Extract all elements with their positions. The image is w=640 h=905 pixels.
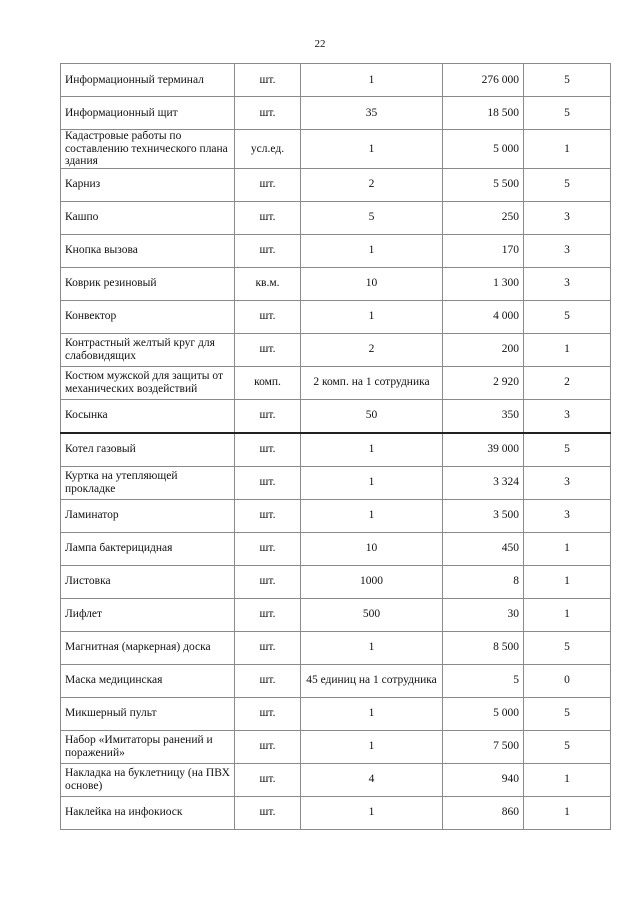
item-years-cell: 3	[524, 499, 611, 532]
item-years-cell: 3	[524, 399, 611, 433]
item-name-cell: Котел газовый	[61, 433, 235, 467]
item-unit-cell: шт.	[235, 300, 301, 333]
item-name-cell: Лифлет	[61, 598, 235, 631]
item-years-cell: 3	[524, 234, 611, 267]
item-unit-cell: шт.	[235, 433, 301, 467]
item-price-cell: 5 500	[443, 168, 524, 201]
item-name-cell: Костюм мужской для защиты от механических воздействий	[61, 366, 235, 399]
item-price-cell: 39 000	[443, 433, 524, 467]
table-row	[61, 598, 611, 631]
item-quantity-cell: 500	[301, 598, 443, 631]
item-quantity-cell: 2	[301, 333, 443, 366]
item-unit-cell: шт.	[235, 565, 301, 598]
item-unit-cell: шт.	[235, 697, 301, 730]
item-unit-cell: шт.	[235, 64, 301, 97]
item-years-cell: 5	[524, 300, 611, 333]
table-row	[61, 366, 611, 399]
item-price-cell: 1 300	[443, 267, 524, 300]
table-row	[61, 168, 611, 201]
item-quantity-cell: 1	[301, 796, 443, 829]
item-name-cell: Ламинатор	[61, 499, 235, 532]
item-years-cell: 3	[524, 267, 611, 300]
item-name-cell: Кнопка вызова	[61, 234, 235, 267]
item-years-cell: 5	[524, 97, 611, 130]
item-years-cell: 5	[524, 697, 611, 730]
item-years-cell: 0	[524, 664, 611, 697]
table-row	[61, 763, 611, 796]
item-name-cell: Лампа бактерицидная	[61, 532, 235, 565]
item-years-cell: 3	[524, 466, 611, 499]
item-quantity-cell: 2	[301, 168, 443, 201]
item-years-cell: 5	[524, 730, 611, 763]
item-price-cell: 5 000	[443, 130, 524, 169]
table-row	[61, 399, 611, 433]
table-row	[61, 664, 611, 697]
item-quantity-cell: 1	[301, 730, 443, 763]
table-row	[61, 466, 611, 499]
table-row	[61, 267, 611, 300]
table-row	[61, 300, 611, 333]
item-name-cell: Коврик резиновый	[61, 267, 235, 300]
item-unit-cell: шт.	[235, 499, 301, 532]
item-price-cell: 7 500	[443, 730, 524, 763]
item-years-cell: 3	[524, 201, 611, 234]
item-name-cell: Куртка на утепляющей прокладке	[61, 466, 235, 499]
table-row	[61, 565, 611, 598]
table-row	[61, 499, 611, 532]
item-quantity-cell: 4	[301, 763, 443, 796]
item-unit-cell: шт.	[235, 598, 301, 631]
table-row	[61, 433, 611, 467]
item-unit-cell: шт.	[235, 399, 301, 433]
item-price-cell: 4 000	[443, 300, 524, 333]
item-price-cell: 30	[443, 598, 524, 631]
item-years-cell: 1	[524, 333, 611, 366]
item-unit-cell: шт.	[235, 631, 301, 664]
item-unit-cell: комп.	[235, 366, 301, 399]
item-unit-cell: кв.м.	[235, 267, 301, 300]
table-row	[61, 130, 611, 169]
item-quantity-cell: 1	[301, 130, 443, 169]
item-years-cell: 2	[524, 366, 611, 399]
item-name-cell: Маска медицинская	[61, 664, 235, 697]
table-row	[61, 64, 611, 97]
item-quantity-cell: 1	[301, 234, 443, 267]
item-unit-cell: шт.	[235, 532, 301, 565]
page-number: 22	[314, 38, 326, 50]
items-table	[60, 63, 611, 830]
item-price-cell: 250	[443, 201, 524, 234]
item-name-cell: Набор «Имитаторы ранений и поражений»	[61, 730, 235, 763]
item-name-cell: Косынка	[61, 399, 235, 433]
item-price-cell: 350	[443, 399, 524, 433]
table-row	[61, 697, 611, 730]
item-unit-cell: шт.	[235, 466, 301, 499]
item-price-cell: 3 324	[443, 466, 524, 499]
item-name-cell: Кашпо	[61, 201, 235, 234]
item-unit-cell: усл.ед.	[235, 130, 301, 169]
item-price-cell: 276 000	[443, 64, 524, 97]
item-quantity-cell: 10	[301, 267, 443, 300]
item-unit-cell: шт.	[235, 796, 301, 829]
item-price-cell: 18 500	[443, 97, 524, 130]
item-years-cell: 5	[524, 64, 611, 97]
item-years-cell: 1	[524, 598, 611, 631]
item-name-cell: Информационный терминал	[61, 64, 235, 97]
item-quantity-cell: 1	[301, 697, 443, 730]
item-years-cell: 1	[524, 565, 611, 598]
item-price-cell: 2 920	[443, 366, 524, 399]
table-row	[61, 631, 611, 664]
item-quantity-cell: 10	[301, 532, 443, 565]
item-name-cell: Накладка на буклетницу (на ПВХ основе)	[61, 763, 235, 796]
item-name-cell: Магнитная (маркерная) доска	[61, 631, 235, 664]
item-name-cell: Контрастный желтый круг для слабовидящих	[61, 333, 235, 366]
item-unit-cell: шт.	[235, 333, 301, 366]
item-price-cell: 200	[443, 333, 524, 366]
item-unit-cell: шт.	[235, 234, 301, 267]
item-quantity-cell: 1	[301, 64, 443, 97]
item-price-cell: 940	[443, 763, 524, 796]
table-row	[61, 97, 611, 130]
item-years-cell: 1	[524, 130, 611, 169]
item-quantity-cell: 2 комп. на 1 сотрудника	[301, 366, 443, 399]
item-price-cell: 450	[443, 532, 524, 565]
table-row	[61, 234, 611, 267]
item-name-cell: Микшерный пульт	[61, 697, 235, 730]
item-price-cell: 5	[443, 664, 524, 697]
item-unit-cell: шт.	[235, 168, 301, 201]
table-row	[61, 201, 611, 234]
item-name-cell: Конвектор	[61, 300, 235, 333]
table-row	[61, 730, 611, 763]
item-name-cell: Наклейка на инфокиоск	[61, 796, 235, 829]
item-quantity-cell: 35	[301, 97, 443, 130]
item-price-cell: 5 000	[443, 697, 524, 730]
item-quantity-cell: 1	[301, 433, 443, 467]
item-years-cell: 5	[524, 433, 611, 467]
item-quantity-cell: 1	[301, 499, 443, 532]
item-name-cell: Карниз	[61, 168, 235, 201]
item-years-cell: 5	[524, 168, 611, 201]
item-years-cell: 1	[524, 763, 611, 796]
item-quantity-cell: 5	[301, 201, 443, 234]
item-quantity-cell: 1	[301, 631, 443, 664]
item-unit-cell: шт.	[235, 763, 301, 796]
table-row	[61, 796, 611, 829]
item-quantity-cell: 1000	[301, 565, 443, 598]
item-price-cell: 3 500	[443, 499, 524, 532]
item-unit-cell: шт.	[235, 730, 301, 763]
table-row	[61, 532, 611, 565]
item-price-cell: 8	[443, 565, 524, 598]
item-quantity-cell: 1	[301, 466, 443, 499]
item-price-cell: 8 500	[443, 631, 524, 664]
item-name-cell: Кадастровые работы по составлению технического плана здания	[61, 130, 235, 169]
item-name-cell: Листовка	[61, 565, 235, 598]
item-price-cell: 860	[443, 796, 524, 829]
items-table-body	[61, 64, 611, 830]
item-unit-cell: шт.	[235, 664, 301, 697]
item-unit-cell: шт.	[235, 201, 301, 234]
item-years-cell: 1	[524, 532, 611, 565]
table-row	[61, 333, 611, 366]
item-quantity-cell: 45 единиц на 1 сотрудника	[301, 664, 443, 697]
item-years-cell: 1	[524, 796, 611, 829]
item-years-cell: 5	[524, 631, 611, 664]
item-quantity-cell: 50	[301, 399, 443, 433]
item-unit-cell: шт.	[235, 97, 301, 130]
item-price-cell: 170	[443, 234, 524, 267]
item-quantity-cell: 1	[301, 300, 443, 333]
item-name-cell: Информационный щит	[61, 97, 235, 130]
